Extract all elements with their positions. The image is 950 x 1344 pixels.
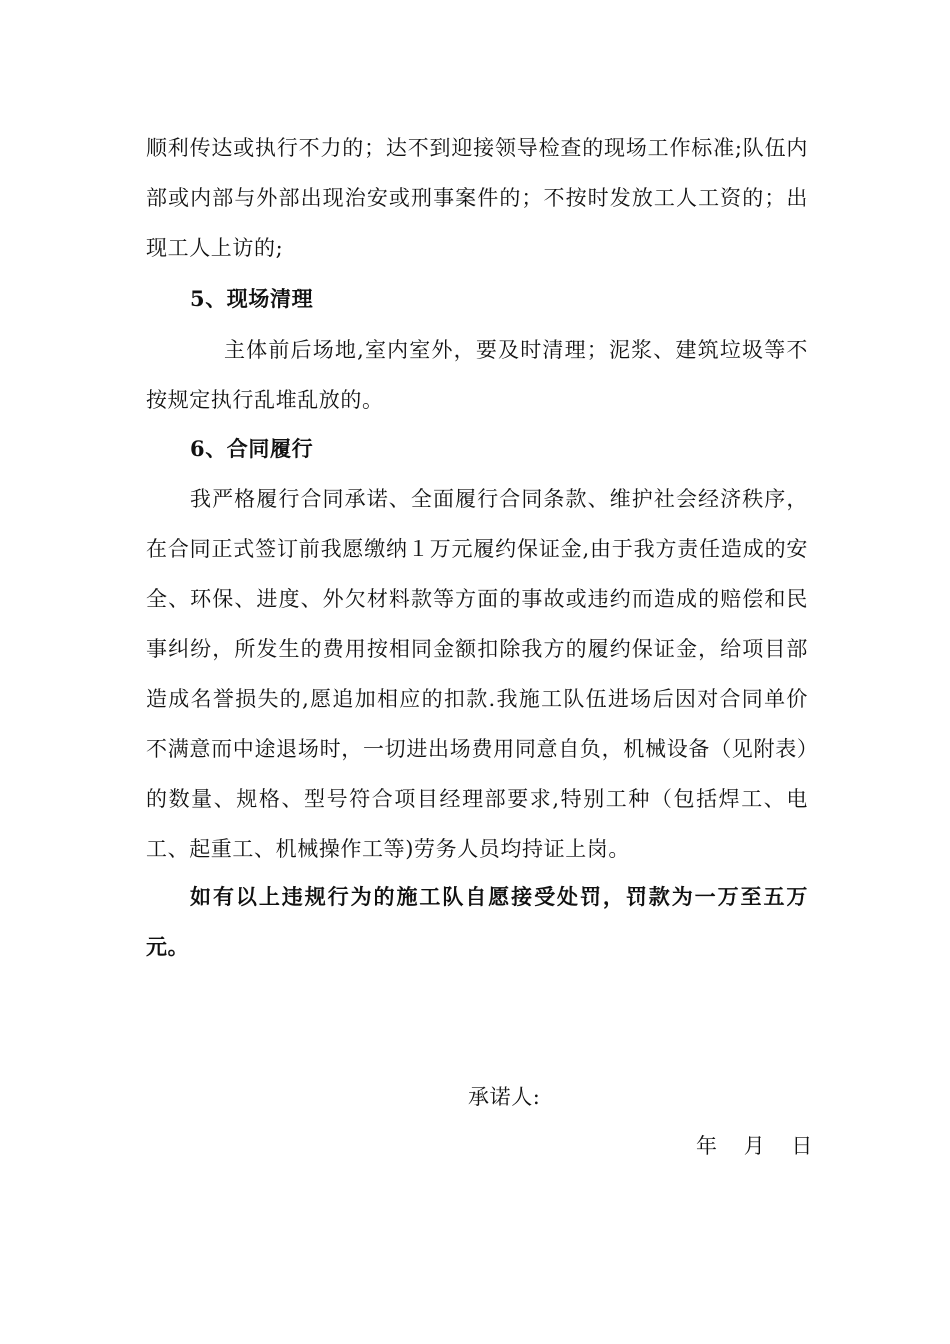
- date-label: 年 月 日: [696, 1134, 813, 1158]
- signer-label: 承诺人:: [468, 1085, 541, 1109]
- section-6-body: 我严格履行合同承诺、全面履行合同条款、维护社会经济秩序，在合同正式签订前我愿缴纳１万元履约保证金,由于我方责任造成的安全、环保、进度、外欠材料款等方面的事故或违约而造成的赔偿和民事纠纷，所发生的费用按相同金额扣除我方的履约保证金，给项目部造成名誉损失的,愿追加相应的扣款.我施工队伍进场后因对合同单价不满意而中途退场时，一切进出场费用同意自负，机械设备（见附表）的数量、规格、型号符合项目经理部要求,特别工种（包括焊工、电工、起重工、机械操作工等)劳务人员均持证上岗。: [146, 487, 808, 861]
- section-5-body: 主体前后场地,室内室外，要及时清理；泥浆、建筑垃圾等不按规定执行乱堆乱放的。: [146, 338, 808, 412]
- section-6-heading: 6、合同履行: [190, 436, 314, 461]
- penalty-statement: 如有以上违规行为的施工队自愿接受处罚，罚款为一万至五万元。: [146, 884, 808, 959]
- section-5-heading: 5、现场清理: [190, 286, 314, 311]
- continuation-paragraph: 顺利传达或执行不力的；达不到迎接领导检查的现场工作标准;队伍内部或内部与外部出现治安或刑事案件的；不按时发放工人工资的；出现工人上访的;: [146, 136, 808, 260]
